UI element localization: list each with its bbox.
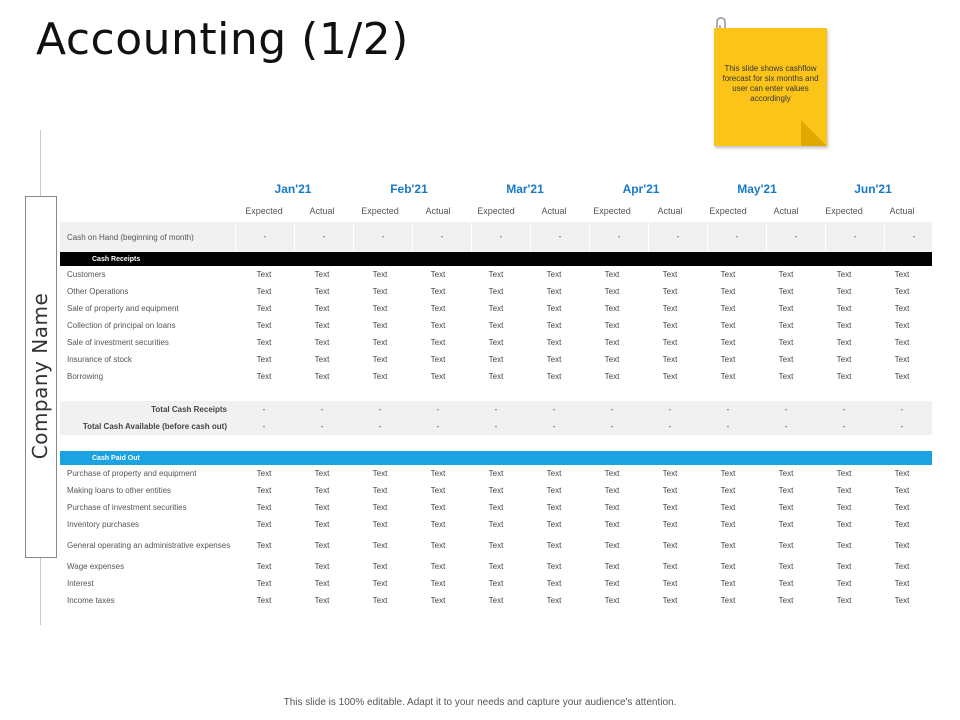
value-cell: Text [546,287,562,296]
value-cell: Text [778,287,794,296]
value-cell: Text [256,541,272,550]
value-cell: Text [894,372,910,381]
value-cell: Text [778,270,794,279]
value-cell: Text [894,541,910,550]
value-cell: Text [836,596,852,605]
row-label: Income taxes [67,596,115,605]
value-cell: Text [256,287,272,296]
value-cell: Text [372,579,388,588]
value-cell: Text [894,579,910,588]
row-label: Cash on Hand (beginning of month) [67,232,194,242]
value-cell: Text [836,486,852,495]
section-label: Cash Paid Out [92,454,140,462]
value-cell: Text [256,486,272,495]
row-label: Total Cash Receipts [151,405,227,414]
value-cell: Text [314,469,330,478]
row-label: Wage expenses [67,562,125,571]
value-cell: Text [778,338,794,347]
value-cell: Text [546,562,562,571]
value-cell: Text [430,541,446,550]
value-cell: Text [372,520,388,529]
value-cell: - [353,222,412,252]
value-cell: Text [430,287,446,296]
value-cell: - [530,222,589,252]
row-label: General operating an administrative expenses [67,541,231,550]
value-cell: Text [662,338,678,347]
value-cell: Text [662,562,678,571]
value-cell: - [842,422,846,431]
value-cell: - [766,222,825,252]
column-header: Actual [889,206,915,216]
value-cell: Text [372,304,388,313]
row-label: Sale of property and equipment [67,304,179,313]
value-cell: - [320,422,324,431]
value-cell: Text [314,520,330,529]
value-cell: - [610,405,614,414]
value-cell: Text [836,541,852,550]
value-cell: Text [662,372,678,381]
value-cell: - [884,222,943,252]
value-cell: Text [430,596,446,605]
value-cell: Text [314,579,330,588]
value-cell: - [436,405,440,414]
column-header: Actual [309,206,335,216]
value-cell: Text [488,579,504,588]
row-label: Making loans to other entities [67,486,172,495]
value-cell: Text [256,270,272,279]
value-cell: - [436,422,440,431]
value-cell: Text [720,503,736,512]
value-cell: Text [604,579,620,588]
sticky-note [714,28,827,146]
value-cell: Text [720,338,736,347]
paid-body [60,465,932,609]
value-cell: Text [894,338,910,347]
month-header: Jan'21 [274,182,312,196]
table-row [60,418,932,435]
value-cell: Text [314,372,330,381]
value-cell: Text [604,469,620,478]
table-row [60,575,932,592]
value-cell: Text [720,270,736,279]
value-cell: Text [720,287,736,296]
column-header: Actual [541,206,567,216]
value-cell: Text [372,372,388,381]
cashflow-table [60,178,932,609]
value-cell: Text [778,321,794,330]
value-cell: Text [314,321,330,330]
value-cell: Text [894,287,910,296]
table-row [60,334,932,351]
value-cell: Text [604,562,620,571]
value-cell: Text [778,541,794,550]
value-cell: - [471,222,530,252]
month-header: Feb'21 [390,182,428,196]
value-cell: Text [604,596,620,605]
value-cell: - [784,422,788,431]
value-cell: Text [604,541,620,550]
value-cell: Text [256,338,272,347]
table-row [60,482,932,499]
value-cell: Text [662,270,678,279]
value-cell: Text [488,270,504,279]
value-cell: - [494,422,498,431]
value-cell: Text [662,287,678,296]
value-cell: Text [372,321,388,330]
value-cell: Text [836,562,852,571]
value-cell: Text [720,579,736,588]
value-cell: Text [604,372,620,381]
value-cell: - [589,222,648,252]
table-row [60,317,932,334]
table-row [60,516,932,533]
value-cell: Text [778,562,794,571]
table-row [60,592,932,609]
column-header: Expected [245,206,283,216]
value-cell: Text [430,270,446,279]
value-cell: - [784,405,788,414]
value-cell: - [825,222,884,252]
value-cell: Text [314,541,330,550]
value-cell: Text [720,469,736,478]
column-header-row [60,200,932,222]
value-cell: Text [314,486,330,495]
column-header: Actual [425,206,451,216]
value-cell: Text [546,338,562,347]
value-cell: Text [256,372,272,381]
note-corner-fold [801,120,827,146]
value-cell: Text [256,520,272,529]
value-cell: Text [604,486,620,495]
value-cell: Text [372,338,388,347]
value-cell: Text [546,355,562,364]
value-cell: Text [662,596,678,605]
value-cell: Text [488,304,504,313]
table-row [60,499,932,516]
value-cell: Text [546,503,562,512]
value-cell: Text [894,321,910,330]
value-cell: Text [720,355,736,364]
value-cell: Text [430,520,446,529]
row-label: Customers [67,270,106,279]
value-cell: Text [720,596,736,605]
value-cell: Text [894,486,910,495]
value-cell: Text [662,304,678,313]
column-header: Expected [709,206,747,216]
value-cell: - [900,405,904,414]
value-cell: Text [430,503,446,512]
value-cell: Text [778,372,794,381]
value-cell: - [668,405,672,414]
value-cell: Text [836,270,852,279]
row-label: Sale of investment securities [67,338,169,347]
value-cell: Text [604,520,620,529]
table-row [60,266,932,283]
value-cell: Text [430,321,446,330]
value-cell: Text [372,469,388,478]
cash-on-hand-row [60,222,932,252]
receipts-body [60,266,932,385]
value-cell: Text [546,486,562,495]
table-row [60,465,932,482]
table-row [60,283,932,300]
month-header: Mar'21 [506,182,544,196]
value-cell: Text [372,541,388,550]
value-cell: Text [488,503,504,512]
row-label: Total Cash Available (before cash out) [82,422,227,431]
value-cell: Text [314,338,330,347]
row-label: Inventory purchases [67,520,140,529]
value-cell: Text [836,321,852,330]
value-cell: Text [546,579,562,588]
value-cell: Text [256,304,272,313]
value-cell: Text [894,596,910,605]
value-cell: - [494,405,498,414]
table-row [60,533,932,558]
value-cell: Text [836,520,852,529]
value-cell: Text [256,503,272,512]
value-cell: Text [662,541,678,550]
row-label: Other Operations [67,287,129,296]
value-cell: Text [372,287,388,296]
value-cell: - [378,405,382,414]
value-cell: Text [604,287,620,296]
value-cell: Text [894,520,910,529]
value-cell: Text [604,355,620,364]
value-cell: Text [256,469,272,478]
value-cell: Text [662,579,678,588]
value-cell: Text [778,520,794,529]
value-cell: Text [488,469,504,478]
value-cell: - [842,405,846,414]
column-header: Expected [593,206,631,216]
value-cell: Text [430,355,446,364]
value-cell: - [412,222,471,252]
value-cell: - [707,222,766,252]
row-label: Collection of principal on loans [67,321,176,330]
column-header: Actual [773,206,799,216]
value-cell: Text [430,469,446,478]
value-cell: Text [836,355,852,364]
row-label: Interest [67,579,94,588]
value-cell: Text [372,355,388,364]
month-header: Jun'21 [854,182,892,196]
value-cell: Text [314,287,330,296]
value-cell: Text [662,355,678,364]
value-cell: Text [546,372,562,381]
table-row [60,401,932,418]
value-cell: Text [894,562,910,571]
value-cell: Text [546,321,562,330]
value-cell: Text [894,469,910,478]
value-cell: Text [778,355,794,364]
row-label: Borrowing [67,372,104,381]
month-header-row [60,178,932,200]
value-cell: Text [488,562,504,571]
value-cell: Text [546,304,562,313]
row-label: Purchase of investment securities [67,503,187,512]
value-cell: Text [546,596,562,605]
value-cell: Text [314,562,330,571]
column-header: Actual [657,206,683,216]
value-cell: Text [372,486,388,495]
value-cell: Text [546,541,562,550]
value-cell: Text [720,541,736,550]
value-cell: Text [894,270,910,279]
value-cell: Text [488,541,504,550]
value-cell: Text [488,486,504,495]
value-cell: Text [430,338,446,347]
column-header: Expected [361,206,399,216]
value-cell: Text [604,304,620,313]
value-cell: Text [778,503,794,512]
value-cell: Text [662,469,678,478]
value-cell: Text [778,596,794,605]
row-label: Purchase of property and equipment [67,469,197,478]
value-cell: Text [256,579,272,588]
cash-paid-out-band [60,451,932,465]
value-cell: Text [604,270,620,279]
value-cell: Text [662,520,678,529]
cash-receipts-band [60,252,932,266]
value-cell: - [668,422,672,431]
month-header: May'21 [737,182,777,196]
value-cell: - [726,405,730,414]
column-header: Expected [477,206,515,216]
value-cell: Text [430,372,446,381]
month-header: Apr'21 [622,182,660,196]
value-cell: Text [372,596,388,605]
value-cell: Text [546,520,562,529]
value-cell: Text [430,486,446,495]
value-cell: Text [604,338,620,347]
value-cell: Text [604,321,620,330]
value-cell: - [648,222,707,252]
value-cell: Text [836,304,852,313]
value-cell: Text [314,355,330,364]
sticky-note-text: This slide shows cashflow forecast for six months and user can enter values accordingly [722,64,819,103]
value-cell: Text [488,596,504,605]
value-cell: Text [256,562,272,571]
value-cell: Text [314,304,330,313]
value-cell: - [262,405,266,414]
value-cell: - [552,405,556,414]
section-label: Cash Receipts [92,255,141,263]
table-row [60,558,932,575]
value-cell: Text [488,321,504,330]
company-name: Company Name [28,292,52,460]
totals-body [60,401,932,435]
value-cell: Text [314,596,330,605]
value-cell: Text [604,503,620,512]
value-cell: Text [720,486,736,495]
value-cell: Text [546,469,562,478]
value-cell: - [726,422,730,431]
table-row [60,300,932,317]
value-cell: Text [836,287,852,296]
value-cell: Text [720,372,736,381]
value-cell: Text [894,355,910,364]
value-cell: Text [488,355,504,364]
value-cell: Text [720,520,736,529]
value-cell: - [378,422,382,431]
slide-title: Accounting (1/2) [36,14,409,65]
value-cell: Text [662,486,678,495]
value-cell: Text [836,469,852,478]
value-cell: Text [372,562,388,571]
value-cell: Text [372,270,388,279]
value-cell: Text [778,579,794,588]
column-header: Expected [825,206,863,216]
value-cell: - [610,422,614,431]
value-cell: Text [314,503,330,512]
value-cell: Text [836,579,852,588]
value-cell: Text [488,372,504,381]
value-cell: Text [488,287,504,296]
value-cell: Text [372,503,388,512]
value-cell: - [320,405,324,414]
table-row [60,351,932,368]
footer-note: This slide is 100% editable. Adapt it to your needs and capture your audience's attention. [283,697,677,708]
value-cell: Text [836,372,852,381]
row-label: Insurance of stock [67,355,132,364]
value-cell: Text [256,596,272,605]
value-cell: Text [836,338,852,347]
value-cell: Text [430,579,446,588]
value-cell: - [552,422,556,431]
value-cell: Text [894,304,910,313]
value-cell: Text [662,503,678,512]
value-cell: Text [256,355,272,364]
value-cell: Text [720,562,736,571]
value-cell: Text [836,503,852,512]
value-cell: Text [488,338,504,347]
value-cell: Text [430,562,446,571]
value-cell: - [294,222,353,252]
value-cell: Text [546,270,562,279]
value-cell: Text [256,321,272,330]
value-cell: Text [778,304,794,313]
value-cell: - [262,422,266,431]
value-cell: Text [314,270,330,279]
value-cell: Text [778,486,794,495]
value-cell: - [900,422,904,431]
value-cell: Text [894,503,910,512]
value-cell: Text [720,304,736,313]
value-cell: Text [488,520,504,529]
value-cell: Text [430,304,446,313]
value-cell: Text [778,469,794,478]
table-row [60,368,932,385]
value-cell: Text [662,321,678,330]
value-cell: Text [720,321,736,330]
value-cell: - [235,222,294,252]
